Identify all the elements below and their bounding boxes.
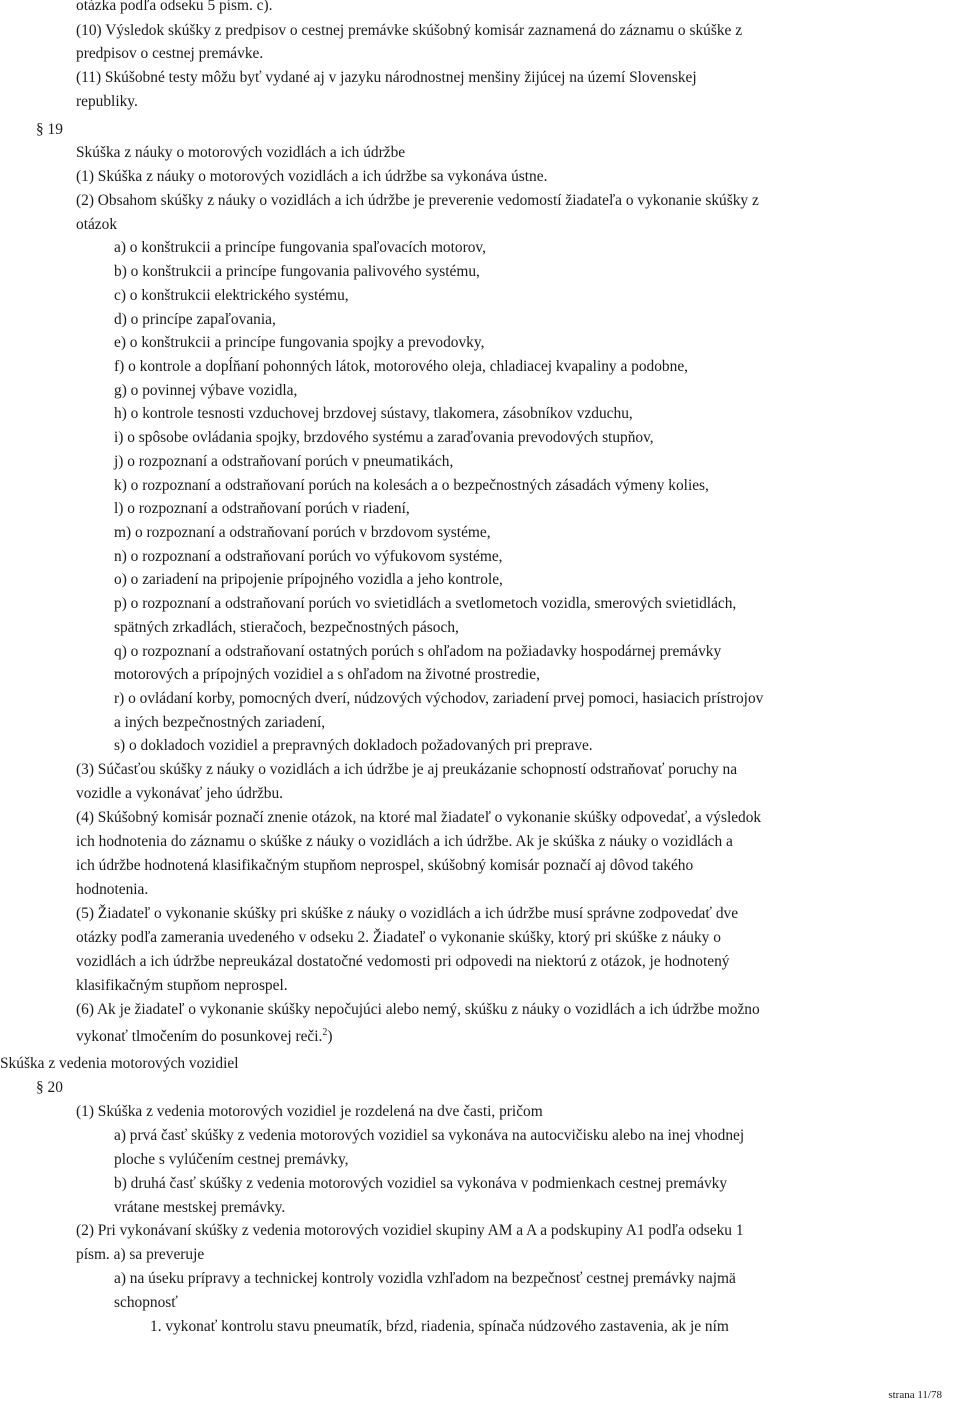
list-item: q) o rozpoznaní a odstraňovaní ostatných porúch s ohľadom na požiadavky hospodárnej premávky xyxy=(114,643,722,660)
list-item: a) o konštrukcii a princípe fungovania spaľovacích motorov, xyxy=(114,239,486,256)
paragraph-2-cont: písm. a) sa preveruje xyxy=(76,1246,205,1263)
list-item: b) o konštrukcii a princípe fungovania palivového systému, xyxy=(114,263,480,280)
paragraph-6-end: ) xyxy=(327,1028,333,1045)
section-19-title: Skúška z náuky o motorových vozidlách a ich údržbe xyxy=(76,144,406,161)
paragraph-2: (2) Pri vykonávaní skúšky z vedenia motorových vozidiel skupiny AM a A a podskupiny A1 podľa odseku 1 xyxy=(76,1222,744,1239)
list-item: b) druhá časť skúšky z vedenia motorových vozidiel sa vykonáva v podmienkach cestnej premávky xyxy=(114,1175,728,1192)
list-item: n) o rozpoznaní a odstraňovaní porúch vo výfukovom systéme, xyxy=(114,548,503,565)
list-item: o) o zariadení na pripojenie prípojného vozidla a jeho kontrole, xyxy=(114,571,503,588)
list-item: e) o konštrukcii a princípe fungovania spojky a prevodovky, xyxy=(114,334,485,351)
page-number: strana 11/78 xyxy=(888,1389,942,1401)
list-item: d) o princípe zapaľovania, xyxy=(114,311,276,328)
paragraph-5-cont: vozidlách a ich údržbe nepreukázal dostatočné vedomosti pri odpovedi na niektorú z otázok, je hodnotený xyxy=(76,953,730,970)
paragraph-5-cont: otázky podľa zamerania uvedeného v odseku 2. Žiadateľ o vykonanie skúšky, ktorý pri skúške z náuky o xyxy=(76,929,721,946)
list-item: m) o rozpoznaní a odstraňovaní porúch v brzdovom systéme, xyxy=(114,524,491,541)
paragraph-6-text: vykonať tlmočením do posunkovej reči. xyxy=(76,1028,323,1045)
section-20-mark: § 20 xyxy=(36,1079,63,1096)
paragraph-4: (4) Skúšobný komisár poznačí znenie otázok, na ktoré mal žiadateľ o vykonanie skúšky odpovedať, a výsledok xyxy=(76,809,762,826)
list-item-cont: a iných bezpečnostných zariadení, xyxy=(114,714,326,731)
list-item: g) o povinnej výbave vozidla, xyxy=(114,382,298,399)
paragraph-4-cont: ich údržbe hodnotená klasifikačným stupňom neprospel, skúšobný komisár poznačí aj dôvod takého xyxy=(76,857,694,874)
section-19-mark: § 19 xyxy=(36,121,63,138)
list-item-cont: schopnosť xyxy=(114,1294,178,1311)
paragraph-4-cont: ich hodnotenia do záznamu o skúške z náuky o vozidlách a ich údržbe. Ak je skúška z náuky o vozidlách a xyxy=(76,833,733,850)
text-line: republiky. xyxy=(76,93,138,110)
list-item: i) o spôsobe ovládania spojky, brzdového systému a zaraďovania prevodových stupňov, xyxy=(114,429,654,446)
paragraph-1: (1) Skúška z vedenia motorových vozidiel je rozdelená na dve časti, pričom xyxy=(76,1103,543,1120)
list-item: j) o rozpoznaní a odstraňovaní porúch v pneumatikách, xyxy=(114,453,454,470)
list-item-cont: motorových a prípojných vozidiel a s ohľadom na životné prostredie, xyxy=(114,666,540,683)
paragraph-4-cont: hodnotenia. xyxy=(76,881,149,898)
paragraph-3-cont: vozidle a vykonávať jeho údržbu. xyxy=(76,785,284,802)
list-item: h) o kontrole tesnosti vzduchovej brzdovej sústavy, tlakomera, zásobníkov vzduchu, xyxy=(114,405,633,422)
paragraph-2: (2) Obsahom skúšky z náuky o vozidlách a ich údržbe je preverenie vedomostí žiadateľa o vykonanie skúšky z xyxy=(76,192,759,209)
list-item-cont: spätných zrkadlách, stieračoch, bezpečnostných pásoch, xyxy=(114,619,459,636)
list-item: c) o konštrukcii elektrického systému, xyxy=(114,287,349,304)
text-line: predpisov o cestnej premávke. xyxy=(76,45,264,62)
paragraph-5: (5) Žiadateľ o vykonanie skúšky pri skúške z náuky o vozidlách a ich údržbe musí správne zodpovedať dve xyxy=(76,905,739,922)
paragraph-3: (3) Súčasťou skúšky z náuky o vozidlách a ich údržbe je aj preukázanie schopností odstraňovať poruchy na xyxy=(76,761,738,778)
list-item: l) o rozpoznaní a odstraňovaní porúch v riadení, xyxy=(114,500,410,517)
paragraph-6: (6) Ak je žiadateľ o vykonanie skúšky nepočujúci alebo nemý, skúšku z náuky o vozidlách a ich údržbe možno xyxy=(76,1001,760,1018)
paragraph-6-cont xyxy=(76,1025,333,1049)
list-item: k) o rozpoznaní a odstraňovaní porúch na kolesách a o bezpečnostných zásadách výmeny kolies, xyxy=(114,477,709,494)
list-item: p) o rozpoznaní a odstraňovaní porúch vo svietidlách a svetlometoch vozidla, smerových svietidlách, xyxy=(114,595,737,612)
paragraph-5-cont: klasifikačným stupňom neprospel. xyxy=(76,977,288,994)
list-item: f) o kontrole a dopĺňaní pohonných látok, motorového oleja, chladiacej kvapaliny a podobne, xyxy=(114,358,688,375)
section-20-heading: Skúška z vedenia motorových vozidiel xyxy=(0,1055,239,1072)
text-line: otázka podľa odseku 5 písm. c). xyxy=(76,0,273,14)
text-line: (10) Výsledok skúšky z predpisov o cestnej premávke skúšobný komisár zaznamená do záznamu o skúške z xyxy=(76,22,743,39)
list-item: s) o dokladoch vozidiel a prepravných dokladoch požadovaných pri preprave. xyxy=(114,737,593,754)
sub-list-item: 1. vykonať kontrolu stavu pneumatík, bŕzd, riadenia, spínača núdzového zastavenia, ak je ním xyxy=(150,1318,729,1335)
list-item-cont: vrátane mestskej premávky. xyxy=(114,1199,286,1216)
list-item: a) na úseku prípravy a technickej kontroly vozidla vzhľadom na bezpečnosť cestnej premávky najmä xyxy=(114,1270,736,1287)
text-line: (11) Skúšobné testy môžu byť vydané aj v jazyku národnostnej menšiny žijúcej na území Slovenskej xyxy=(76,69,697,86)
paragraph-1: (1) Skúška z náuky o motorových vozidlách a ich údržbe sa vykonáva ústne. xyxy=(76,168,548,185)
list-item: a) prvá časť skúšky z vedenia motorových vozidiel sa vykonáva na autocvičisku alebo na inej vhodnej xyxy=(114,1127,745,1144)
list-item-cont: ploche s vylúčením cestnej premávky, xyxy=(114,1151,349,1168)
footnote-ref: 2 xyxy=(322,1027,328,1038)
paragraph-2-cont: otázok xyxy=(76,216,118,233)
list-item: r) o ovládaní korby, pomocných dverí, núdzových východov, zariadení prvej pomoci, hasiacich prístrojov xyxy=(114,690,764,707)
